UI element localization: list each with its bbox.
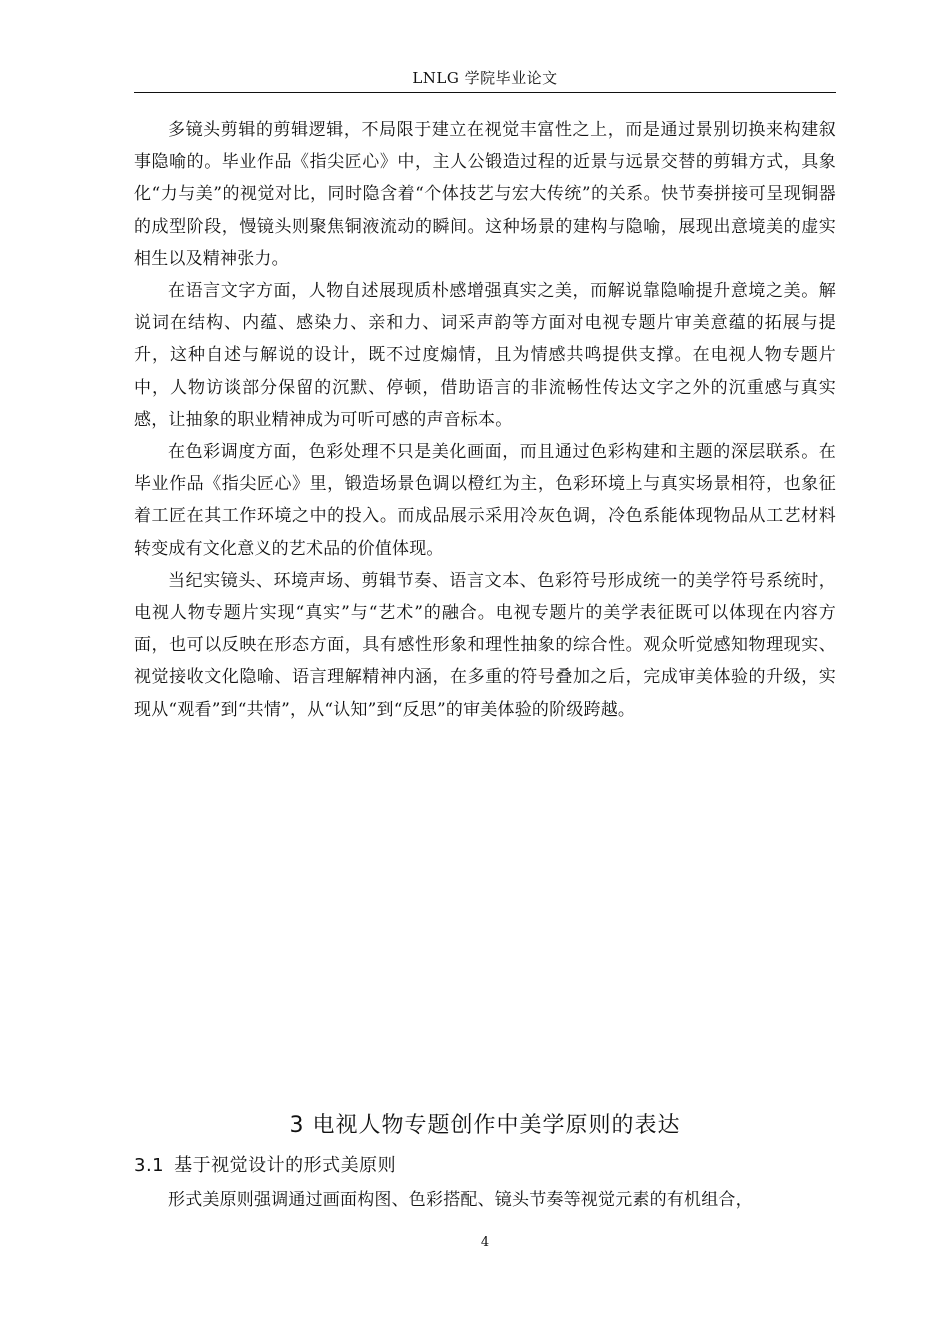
section-number: 3.1	[134, 1155, 165, 1176]
paragraph-editing-logic: 多镜头剪辑的剪辑逻辑，不局限于建立在视觉丰富性之上，而是通过景别切换来构建叙事隐喻的。毕业作品《指尖匠心》中，主人公锻造过程的近景与远景交替的剪辑方式，具象化“力与美”的视觉对比，同时隐含着“个体技艺与宏大传统”的关系。快节奏拼接可呈现铜器的成型阶段，慢镜头则聚焦铜液流动的瞬间。这种场景的建构与隐喻，展现出意境美的虚实相生以及精神张力。	[134, 120, 836, 269]
paragraph-aesthetic-system: 当纪实镜头、环境声场、剪辑节奏、语言文本、色彩符号形成统一的美学符号系统时，电视人物专题片实现“真实”与“艺术”的融合。电视专题片的美学表征既可以体现在内容方面，也可以反映在形态方面，具有感性形象和理性抽象的综合性。观众听觉感知物理现实、视觉接收文化隐喻、语言理解精神内涵，在多重的符号叠加之后，完成审美体验的升级，实现从“观看”到“共情”，从“认知”到“反思”的审美体验的阶级跨越。	[134, 570, 836, 720]
chapter-heading: 3 电视人物专题创作中美学原则的表达	[289, 1113, 681, 1138]
section-title: 基于视觉设计的形式美原则	[174, 1155, 397, 1176]
section-first-paragraph: 形式美原则强调通过画面构图、色彩搭配、镜头节奏等视觉元素的有机组合，	[168, 1190, 753, 1210]
paragraph-language: 在语言文字方面，人物自述展现质朴感增强真实之美，而解说靠隐喻提升意境之美。解说词在结构、内蕴、感染力、亲和力、词采声韵等方面对电视专题片审美意蕴的拓展与提升，这种自述与解说的设计，既不过度煽情，且为情感共鸣提供支撑。在电视人物专题片中，人物访谈部分保留的沉默、停顿，借助语言的非流畅性传达文字之外的沉重感与真实感，让抽象的职业精神成为可听可感的声音标本。	[134, 281, 836, 430]
page-number: 4	[480, 1235, 490, 1250]
section-heading	[134, 1152, 836, 1180]
paragraph-color: 在色彩调度方面，色彩处理不只是美化画面，而且通过色彩构建和主题的深层联系。在毕业作品《指尖匠心》里，锻造场景色调以橙红为主，色彩环境上与真实场景相符，也象征着工匠在其工作环境之中的投入。而成品展示采用冷灰色调，冷色系能体现物品从工艺材料转变成有文化意义的艺术品的价值体现。	[134, 442, 836, 559]
section-body	[134, 1184, 836, 1216]
body-text	[134, 114, 836, 726]
header-divider	[134, 92, 836, 93]
running-header: LNLG 学院毕业论文	[412, 69, 558, 87]
